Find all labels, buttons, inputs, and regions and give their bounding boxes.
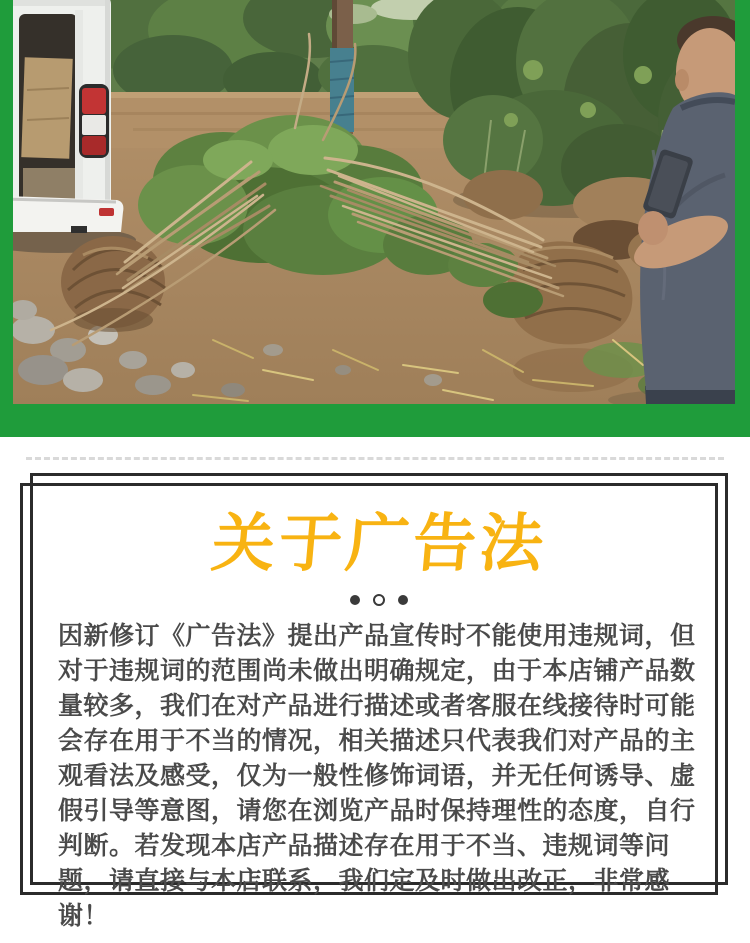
field-photo-illustration [13, 0, 735, 404]
wrapped-tree-trunk [330, 0, 354, 134]
advertising-law-notice [30, 473, 728, 934]
dots-decoration [30, 593, 728, 607]
dot-hollow-icon [373, 594, 385, 606]
dot-filled-icon [350, 595, 360, 605]
notice-body-text: 因新修订《广告法》提出产品宣传时不能使用违规词，但对于违规词的范围尚未做出明确规定，由于本店铺产品数量较多，我们在对产品进行描述或者客服在线接待时可能会存在用于不当的情况，相关描述只代表我们对产品的主观看法及感受，仅为一般性修饰词语，并无任何诱导、虚假引导等意图，请您在浏览产品时保持理性的态度，自行判断。若发现本店产品描述存在用于不当、违规词等问题，请直接与本店联系，我们定及时做出改正，非常感谢！ [58, 622, 696, 930]
hand [638, 211, 668, 245]
photo-green-frame [0, 0, 750, 437]
field-photo [13, 0, 735, 404]
dot-filled-icon [398, 595, 408, 605]
ear [675, 69, 689, 91]
notice-title: 关于广告法 [208, 509, 550, 579]
dashed-divider [26, 457, 724, 460]
